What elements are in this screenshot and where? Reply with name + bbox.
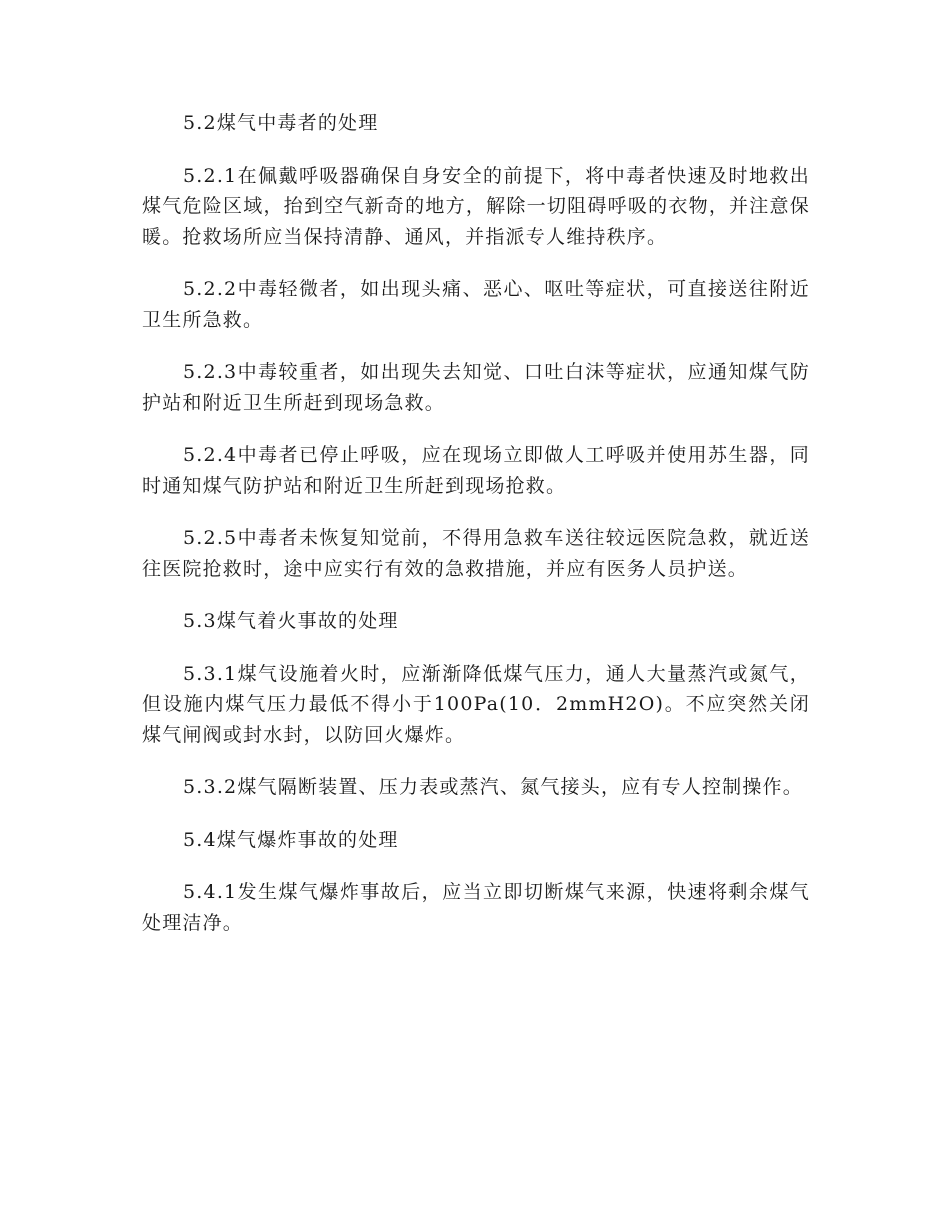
paragraph-5-2-2: 5.2.2中毒轻微者，如出现头痛、恶心、呕吐等症状，可直接送往附近卫生所急救。 xyxy=(142,278,810,331)
paragraph-5-2-5: 5.2.5中毒者未恢复知觉前，不得用急救车送往较远医院急救，就近送往医院抢救时，途中应实行有效的急救措施，并应有医务人员护送。 xyxy=(142,527,810,580)
paragraph-5-3-2: 5.3.2煤气隔断装置、压力表或蒸汽、氮气接头，应有专人控制操作。 xyxy=(183,776,803,798)
paragraph-5-3-1: 5.3.1煤气设施着火时，应渐渐降低煤气压力，通人大量蒸汽或氮气，但设施内煤气压力最低不得小于100Pa(10．2mmH2O)。不应突然关闭煤气闸阀或封水封，以防回火爆炸。 xyxy=(142,662,810,746)
section-heading-5-3: 5.3煤气着火事故的处理 xyxy=(183,610,399,632)
paragraph-5-2-1: 5.2.1在佩戴呼吸器确保自身安全的前提下，将中毒者快速及时地救出煤气危险区域，抬到空气新奇的地方，解除一切阻碍呼吸的衣物，并注意保暖。抢救场所应当保持清静、通风，并指派专人维持秩序。 xyxy=(142,164,810,248)
section-heading-5-2: 5.2煤气中毒者的处理 xyxy=(183,112,379,134)
paragraph-5-2-4: 5.2.4中毒者已停止呼吸，应在现场立即做人工呼吸并使用苏生器，同时通知煤气防护站和附近卫生所赶到现场抢救。 xyxy=(142,444,810,497)
section-heading-5-4: 5.4煤气爆炸事故的处理 xyxy=(183,828,399,851)
paragraph-5-4-1: 5.4.1发生煤气爆炸事故后，应当立即切断煤气来源，快速将剩余煤气处理洁净。 xyxy=(142,881,810,934)
paragraph-5-2-3: 5.2.3中毒较重者，如出现失去知觉、口吐白沫等症状，应通知煤气防护站和附近卫生所赶到现场急救。 xyxy=(142,361,810,414)
document-body xyxy=(142,108,810,960)
